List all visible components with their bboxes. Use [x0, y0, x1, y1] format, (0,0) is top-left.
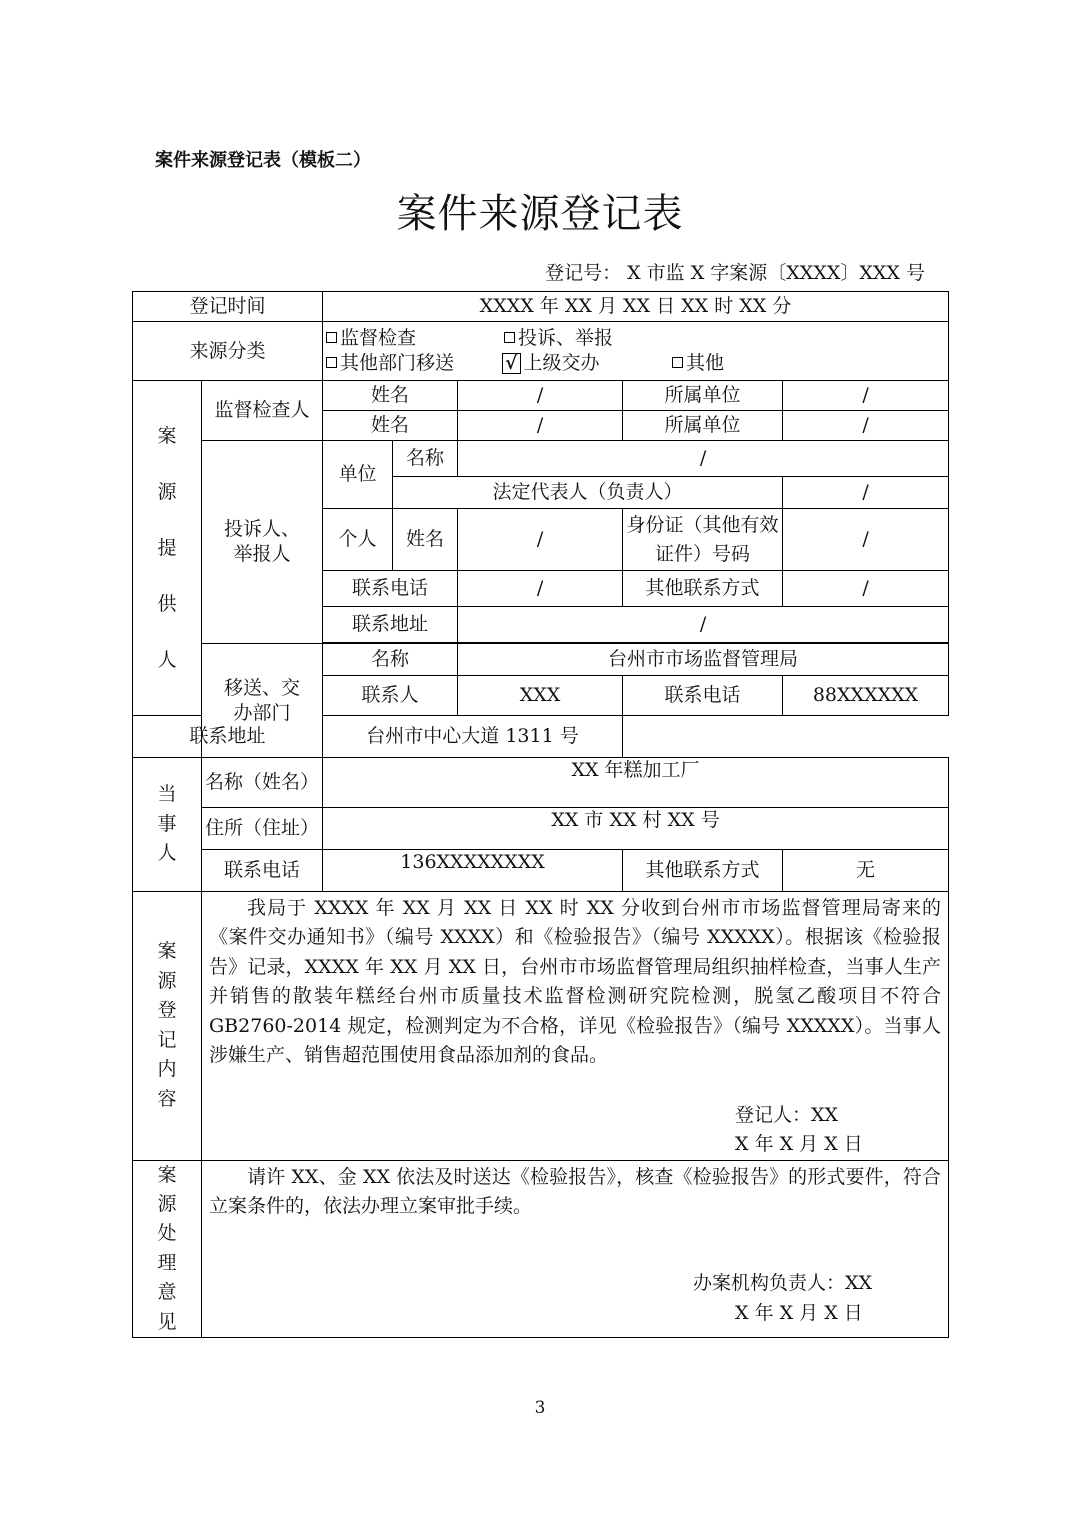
id-label: 身份证（其他有效证件）号码 — [623, 509, 783, 571]
party-address-label: 住所（住址） — [202, 808, 323, 850]
unit-name-label: 名称 — [393, 441, 458, 477]
legal-rep-label: 法定代表人（负责人） — [393, 477, 783, 509]
reg-time-label: 登记时间 — [133, 292, 323, 322]
option-other-dept[interactable]: 其他部门移送 — [326, 351, 502, 376]
page-title: 案件来源登记表 — [396, 191, 684, 237]
checkbox[interactable] — [326, 357, 337, 368]
checkbox-checked[interactable]: √ — [502, 353, 521, 374]
reg-time-value: XXXX 年 XX 月 XX 日 XX 时 XX 分 — [323, 292, 949, 322]
opinion-text: 请许 XX、金 XX 依法及时送达《检验报告》，核查《检验报告》的形式要件，符合立案条件的，依法办理立案审批手续。 — [209, 1165, 942, 1217]
party-address: XX 市 XX 村 XX 号 — [323, 808, 949, 850]
party-other-contact: 无 — [783, 850, 949, 892]
dept-phone: 88XXXXXX — [783, 676, 949, 716]
party-phone-label: 联系电话 — [202, 850, 323, 892]
party-phone: 136XXXXXXXX — [323, 850, 623, 892]
responsible-person: 办案机构负责人：XX — [693, 1272, 873, 1295]
legal-rep: / — [783, 477, 949, 509]
individual-label: 个人 — [323, 509, 393, 571]
checkbox[interactable] — [504, 332, 515, 343]
option-other[interactable]: 其他 — [672, 351, 724, 376]
content-text: 我局于 XXXX 年 XX 月 XX 日 XX 时 XX 分收到台州市市场监督管理局寄来的《案件交办通知书》（编号 XXXX）和《检验报告》（编号 XXXXX）。根据该《检验报告》记录，XXXX 年 XX 月 XX 日，台州市市场监督管理局组织抽样检查，当事人生产并销售的散装年糕经台州市质量技术监督检测研究院检测，脱氢乙酸项目不符合 GB2760-2014 规定，检测判定为不合格，详见《检验报告》（编号 XXXXX）。当事人涉嫌生产、销售超范围使用食品添加剂的食品。 — [209, 897, 942, 1067]
dept-phone-label: 联系电话 — [623, 676, 783, 716]
complainant-address: / — [458, 607, 949, 643]
complainant-other-contact: / — [783, 571, 949, 607]
opinion-cell — [202, 1160, 949, 1338]
template-label: 案件来源登记表（模板二） — [155, 150, 371, 171]
individual-name-label: 姓名 — [393, 509, 458, 571]
complainant-address-label: 联系地址 — [323, 607, 458, 643]
dept-address-label: 联系地址 — [133, 716, 323, 758]
dept-contact: XXX — [458, 676, 623, 716]
option-supervision[interactable]: 监督检查 — [326, 326, 504, 351]
inspector-name-label: 姓名 — [323, 411, 458, 441]
checkbox[interactable] — [326, 332, 337, 343]
source-category-options — [323, 322, 949, 381]
individual-name: / — [458, 509, 623, 571]
complainant-phone: / — [458, 571, 623, 607]
checkbox[interactable] — [672, 357, 683, 368]
option-superior[interactable]: √ 上级交办 — [502, 351, 672, 376]
inspector-unit: / — [783, 411, 949, 441]
complainant-label: 投诉人、举报人 — [202, 441, 323, 644]
inspector-name: / — [458, 381, 623, 411]
inspector-unit-label: 所属单位 — [623, 381, 783, 411]
party-name: XX 年糕加工厂 — [323, 758, 949, 808]
opinion-section-label: 案源处理意见 — [133, 1160, 202, 1338]
inspector-unit-label: 所属单位 — [623, 411, 783, 441]
inspector-name-label: 姓名 — [323, 381, 458, 411]
registration-number: 登记号： X 市监 X 字案源〔XXXX〕XXX 号 — [545, 262, 925, 284]
option-complaint[interactable]: 投诉、举报 — [504, 326, 613, 351]
content-section-label: 案源登记内容 — [133, 892, 202, 1161]
content-cell — [202, 892, 949, 1161]
inspector-unit: / — [783, 381, 949, 411]
inspector-label: 监督检查人 — [202, 381, 323, 441]
unit-name: / — [458, 441, 949, 477]
dept-name: 台州市市场监督管理局 — [458, 644, 949, 676]
complainant-other-contact-label: 其他联系方式 — [623, 571, 783, 607]
registrar: 登记人：XX — [735, 1103, 839, 1126]
dept-address: 台州市中心大道 1311 号 — [323, 716, 623, 758]
party-name-label: 名称（姓名） — [202, 758, 323, 808]
id-value: / — [783, 509, 949, 571]
party-other-contact-label: 其他联系方式 — [623, 850, 783, 892]
dept-contact-label: 联系人 — [323, 676, 458, 716]
opinion-date: X 年 X 月 X 日 — [735, 1301, 863, 1324]
inspector-name: / — [458, 411, 623, 441]
case-source-form — [132, 291, 949, 1338]
transfer-dept-label: 移送、交办部门 — [202, 644, 323, 758]
page-number: 3 — [534, 1398, 546, 1418]
complainant-phone-label: 联系电话 — [323, 571, 458, 607]
registrar-date: X 年 X 月 X 日 — [735, 1133, 863, 1156]
complainant-unit-label: 单位 — [323, 441, 393, 509]
dept-name-label: 名称 — [323, 644, 458, 676]
source-category-label: 来源分类 — [133, 322, 323, 381]
provider-section-label: 案源提供人 — [133, 381, 202, 716]
party-section-label: 当事人 — [133, 758, 202, 892]
